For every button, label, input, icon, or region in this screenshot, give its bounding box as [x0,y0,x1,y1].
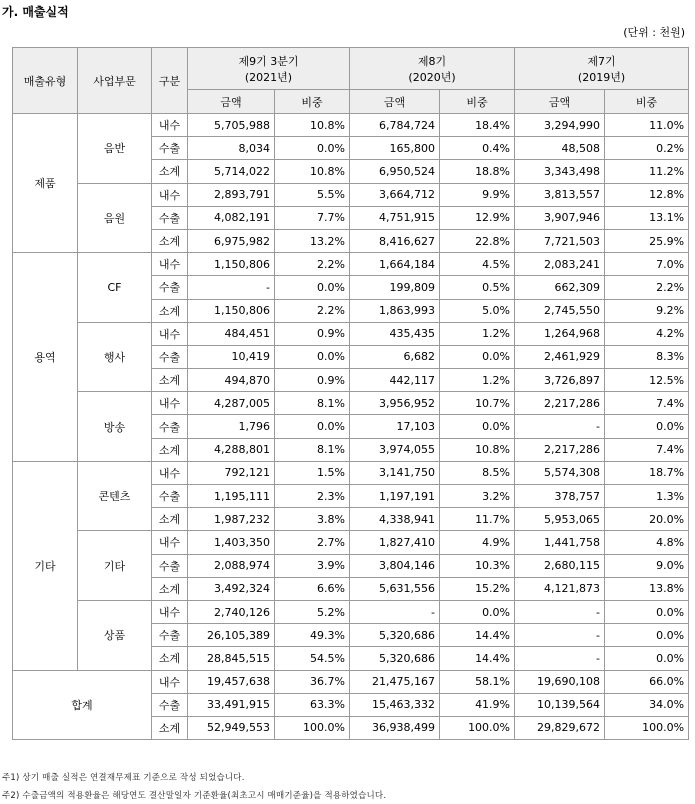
header-period-1 [188,48,350,90]
header-business-unit: 사업부문 [78,48,152,114]
ratio-cell: 36.7% [275,670,350,693]
amount-cell: 5,574,308 [515,461,605,484]
header-amount: 금액 [350,90,440,114]
table-row [13,600,689,623]
amount-cell: 3,907,946 [515,206,605,229]
ratio-cell: 1.5% [275,461,350,484]
amount-cell: 52,949,553 [188,716,275,739]
division-cell: 소계 [152,160,188,183]
amount-cell: 1,664,184 [350,253,440,276]
table-row [13,322,689,345]
ratio-cell: 2.2% [275,253,350,276]
amount-cell: 19,457,638 [188,670,275,693]
amount-cell: - [515,624,605,647]
business-unit-cell: 상품 [78,600,152,670]
division-cell: 내수 [152,253,188,276]
amount-cell: 1,441,758 [515,531,605,554]
table-row [13,114,689,137]
ratio-cell: 66.0% [605,670,689,693]
amount-cell: 7,721,503 [515,229,605,252]
ratio-cell: 0.0% [440,600,515,623]
amount-cell: 28,845,515 [188,647,275,670]
ratio-cell: 11.2% [605,160,689,183]
ratio-cell: 0.0% [605,647,689,670]
header-amount: 금액 [188,90,275,114]
amount-cell: 6,975,982 [188,229,275,252]
amount-cell: 17,103 [350,415,440,438]
ratio-cell: 4.8% [605,531,689,554]
amount-cell: 1,863,993 [350,299,440,322]
ratio-cell: 4.2% [605,322,689,345]
amount-cell: 442,117 [350,369,440,392]
table-row [13,392,689,415]
amount-cell: 4,287,005 [188,392,275,415]
ratio-cell: 0.5% [440,276,515,299]
ratio-cell: 10.8% [275,160,350,183]
ratio-cell: 22.8% [440,229,515,252]
header-ratio: 비중 [275,90,350,114]
ratio-cell: 41.9% [440,693,515,716]
amount-cell: 199,809 [350,276,440,299]
amount-cell: 4,082,191 [188,206,275,229]
division-cell: 내수 [152,114,188,137]
division-cell: 내수 [152,670,188,693]
unit-label: (단위 : 천원) [623,26,685,39]
division-cell: 소계 [152,716,188,739]
amount-cell: - [188,276,275,299]
sales-table [12,47,689,740]
ratio-cell: 0.0% [275,415,350,438]
amount-cell: 6,784,724 [350,114,440,137]
amount-cell: 1,150,806 [188,253,275,276]
ratio-cell: 100.0% [440,716,515,739]
ratio-cell: 13.8% [605,577,689,600]
ratio-cell: 2.2% [605,276,689,299]
division-cell: 소계 [152,229,188,252]
business-unit-cell: 방송 [78,392,152,462]
ratio-cell: 14.4% [440,647,515,670]
amount-cell: 2,461,929 [515,345,605,368]
amount-cell: 5,705,988 [188,114,275,137]
ratio-cell: 0.0% [605,624,689,647]
amount-cell: 8,034 [188,137,275,160]
ratio-cell: 3.8% [275,508,350,531]
sales-type-cell: 제품 [13,114,78,253]
ratio-cell: 7.7% [275,206,350,229]
amount-cell: 3,956,952 [350,392,440,415]
ratio-cell: 100.0% [605,716,689,739]
amount-cell: 21,475,167 [350,670,440,693]
business-unit-cell: CF [78,253,152,323]
ratio-cell: 13.1% [605,206,689,229]
amount-cell: 29,829,672 [515,716,605,739]
footnote-1: 주1) 상기 매출 실적은 연결재무제표 기준으로 작성 되었습니다. [2,773,245,783]
division-cell: 소계 [152,577,188,600]
ratio-cell: 12.5% [605,369,689,392]
sales-type-cell: 용역 [13,253,78,462]
amount-cell: 3,813,557 [515,183,605,206]
table-row [13,531,689,554]
amount-cell: 15,463,332 [350,693,440,716]
division-cell: 수출 [152,345,188,368]
division-cell: 내수 [152,183,188,206]
amount-cell: 494,870 [188,369,275,392]
header-period-3 [515,48,689,90]
ratio-cell: 0.0% [440,415,515,438]
ratio-cell: 10.8% [275,114,350,137]
amount-cell: - [515,647,605,670]
table-body [13,114,689,740]
ratio-cell: 0.4% [440,137,515,160]
ratio-cell: 4.9% [440,531,515,554]
amount-cell: 4,288,801 [188,438,275,461]
division-cell: 수출 [152,485,188,508]
division-cell: 내수 [152,392,188,415]
amount-cell: 2,083,241 [515,253,605,276]
ratio-cell: 15.2% [440,577,515,600]
header-period-2 [350,48,515,90]
total-row [13,670,689,693]
division-cell: 소계 [152,299,188,322]
period-name: 제7기 [587,54,616,68]
amount-cell: 6,950,524 [350,160,440,183]
ratio-cell: 18.7% [605,461,689,484]
amount-cell: - [350,600,440,623]
division-cell: 소계 [152,369,188,392]
period-year: (2020년) [408,70,456,84]
ratio-cell: 1.2% [440,322,515,345]
amount-cell: - [515,600,605,623]
division-cell: 수출 [152,276,188,299]
ratio-cell: 8.1% [275,392,350,415]
ratio-cell: 1.3% [605,485,689,508]
amount-cell: 792,121 [188,461,275,484]
amount-cell: 3,141,750 [350,461,440,484]
division-cell: 수출 [152,206,188,229]
division-cell: 수출 [152,137,188,160]
amount-cell: 6,682 [350,345,440,368]
ratio-cell: 3.9% [275,554,350,577]
amount-cell: 2,088,974 [188,554,275,577]
ratio-cell: 0.9% [275,322,350,345]
amount-cell: 435,435 [350,322,440,345]
ratio-cell: 12.9% [440,206,515,229]
ratio-cell: 4.5% [440,253,515,276]
ratio-cell: 0.9% [275,369,350,392]
amount-cell: 4,121,873 [515,577,605,600]
amount-cell: 3,492,324 [188,577,275,600]
amount-cell: 8,416,627 [350,229,440,252]
section-title: 가. 매출실적 [2,5,69,19]
ratio-cell: 0.0% [275,276,350,299]
ratio-cell: 11.0% [605,114,689,137]
amount-cell: 19,690,108 [515,670,605,693]
ratio-cell: 7.4% [605,392,689,415]
ratio-cell: 1.2% [440,369,515,392]
division-cell: 내수 [152,531,188,554]
amount-cell: 662,309 [515,276,605,299]
amount-cell: 26,105,389 [188,624,275,647]
ratio-cell: 58.1% [440,670,515,693]
division-cell: 소계 [152,508,188,531]
table-row [13,461,689,484]
ratio-cell: 6.6% [275,577,350,600]
ratio-cell: 100.0% [275,716,350,739]
amount-cell: 2,893,791 [188,183,275,206]
ratio-cell: 7.0% [605,253,689,276]
amount-cell: 3,726,897 [515,369,605,392]
business-unit-cell: 기타 [78,531,152,601]
ratio-cell: 2.3% [275,485,350,508]
amount-cell: 2,740,126 [188,600,275,623]
ratio-cell: 10.7% [440,392,515,415]
division-cell: 내수 [152,600,188,623]
amount-cell: 1,796 [188,415,275,438]
header-sales-type: 매출유형 [13,48,78,114]
amount-cell: 2,217,286 [515,392,605,415]
amount-cell: 36,938,499 [350,716,440,739]
ratio-cell: 9.9% [440,183,515,206]
ratio-cell: 0.0% [275,137,350,160]
ratio-cell: 0.2% [605,137,689,160]
table-row [13,183,689,206]
ratio-cell: 14.4% [440,624,515,647]
division-cell: 수출 [152,624,188,647]
amount-cell: 3,974,055 [350,438,440,461]
total-label-cell: 합계 [13,670,152,740]
ratio-cell: 11.7% [440,508,515,531]
header-ratio: 비중 [605,90,689,114]
ratio-cell: 5.0% [440,299,515,322]
ratio-cell: 0.0% [605,415,689,438]
division-cell: 소계 [152,647,188,670]
ratio-cell: 49.3% [275,624,350,647]
amount-cell: 5,320,686 [350,647,440,670]
ratio-cell: 5.5% [275,183,350,206]
division-cell: 수출 [152,693,188,716]
division-cell: 내수 [152,461,188,484]
amount-cell: 10,139,564 [515,693,605,716]
amount-cell: 48,508 [515,137,605,160]
amount-cell: 4,751,915 [350,206,440,229]
ratio-cell: 20.0% [605,508,689,531]
ratio-cell: 2.2% [275,299,350,322]
division-cell: 내수 [152,322,188,345]
ratio-cell: 34.0% [605,693,689,716]
amount-cell: 3,804,146 [350,554,440,577]
amount-cell: 1,150,806 [188,299,275,322]
ratio-cell: 12.8% [605,183,689,206]
ratio-cell: 63.3% [275,693,350,716]
footnote-2: 주2) 수출금액의 적용환율은 해당연도 결산말일자 기준환율(최초고시 매매기준율)을 적용하였습니다. [2,791,387,801]
ratio-cell: 7.4% [605,438,689,461]
ratio-cell: 10.8% [440,438,515,461]
ratio-cell: 8.3% [605,345,689,368]
amount-cell: 3,664,712 [350,183,440,206]
sales-type-cell: 기타 [13,461,78,670]
amount-cell: 2,680,115 [515,554,605,577]
ratio-cell: 5.2% [275,600,350,623]
table-row [13,253,689,276]
business-unit-cell: 행사 [78,322,152,392]
business-unit-cell: 음반 [78,114,152,184]
division-cell: 소계 [152,438,188,461]
amount-cell: 378,757 [515,485,605,508]
ratio-cell: 25.9% [605,229,689,252]
amount-cell: 1,195,111 [188,485,275,508]
ratio-cell: 18.8% [440,160,515,183]
amount-cell: 10,419 [188,345,275,368]
amount-cell: 5,631,556 [350,577,440,600]
ratio-cell: 54.5% [275,647,350,670]
amount-cell: 2,745,550 [515,299,605,322]
amount-cell: 165,800 [350,137,440,160]
amount-cell: 1,987,232 [188,508,275,531]
amount-cell: 3,343,498 [515,160,605,183]
header-division: 구분 [152,48,188,114]
amount-cell: 5,714,022 [188,160,275,183]
business-unit-cell: 콘텐츠 [78,461,152,531]
amount-cell: 5,953,065 [515,508,605,531]
period-name: 제8기 [417,54,447,68]
ratio-cell: 2.7% [275,531,350,554]
ratio-cell: 13.2% [275,229,350,252]
amount-cell: 2,217,286 [515,438,605,461]
header-amount: 금액 [515,90,605,114]
amount-cell: 484,451 [188,322,275,345]
amount-cell: 1,197,191 [350,485,440,508]
period-year: (2021년) [244,70,293,84]
period-year: (2019년) [577,70,626,84]
ratio-cell: 0.0% [275,345,350,368]
header-ratio: 비중 [440,90,515,114]
ratio-cell: 18.4% [440,114,515,137]
ratio-cell: 9.0% [605,554,689,577]
amount-cell: 1,827,410 [350,531,440,554]
amount-cell: 1,403,350 [188,531,275,554]
amount-cell: - [515,415,605,438]
ratio-cell: 0.0% [605,600,689,623]
division-cell: 수출 [152,415,188,438]
amount-cell: 1,264,968 [515,322,605,345]
ratio-cell: 10.3% [440,554,515,577]
ratio-cell: 0.0% [440,345,515,368]
ratio-cell: 9.2% [605,299,689,322]
division-cell: 수출 [152,554,188,577]
amount-cell: 5,320,686 [350,624,440,647]
period-name: 제9기 3분기 [238,54,299,68]
ratio-cell: 8.5% [440,461,515,484]
ratio-cell: 3.2% [440,485,515,508]
ratio-cell: 8.1% [275,438,350,461]
amount-cell: 3,294,990 [515,114,605,137]
amount-cell: 33,491,915 [188,693,275,716]
business-unit-cell: 음원 [78,183,152,253]
amount-cell: 4,338,941 [350,508,440,531]
